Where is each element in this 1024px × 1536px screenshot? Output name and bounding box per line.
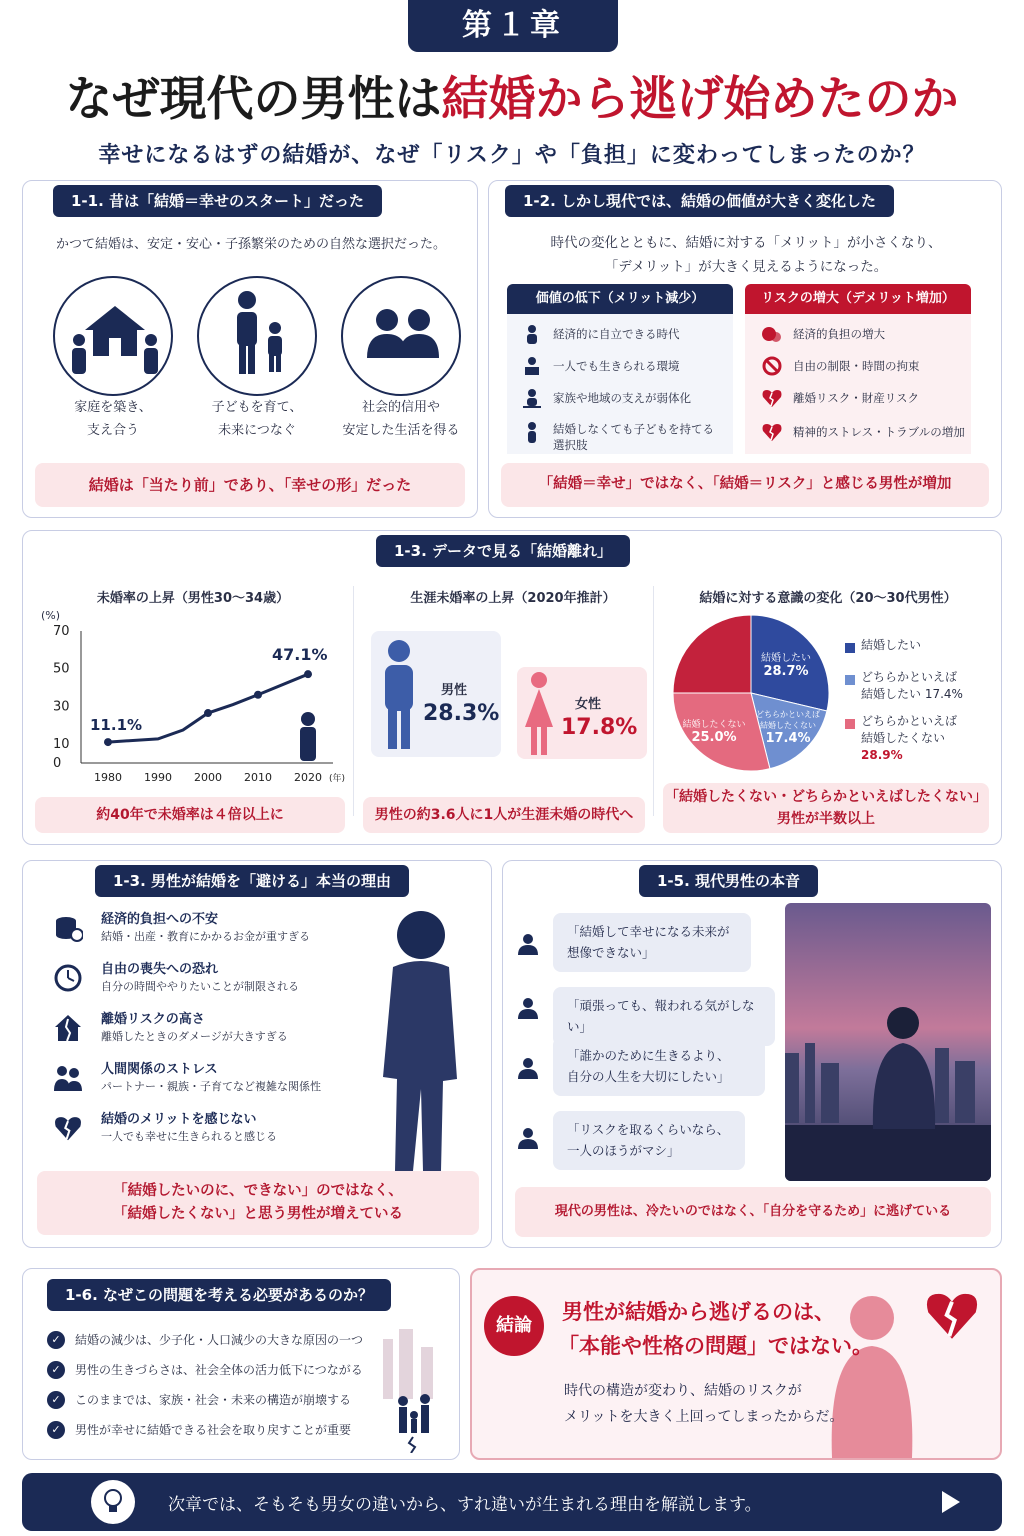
person-network-icon bbox=[521, 387, 543, 409]
lightbulb-icon bbox=[90, 1479, 136, 1525]
section-1-6 bbox=[22, 1268, 460, 1460]
reason-1 bbox=[101, 911, 310, 945]
female-label: 女性 bbox=[575, 697, 602, 712]
check-icon: ✓ bbox=[47, 1421, 65, 1439]
legend-2-text-a: どちらかといえば bbox=[861, 670, 958, 684]
male-figure-icon bbox=[379, 639, 419, 751]
caption-2 bbox=[182, 396, 332, 443]
last-value-label: 47.1% bbox=[272, 645, 328, 665]
data-point bbox=[254, 691, 262, 699]
quote-3-line1: 「誰かのために生きるより、 bbox=[567, 1048, 730, 1063]
chart3-title: 結婚に対する意識の変化（20〜30代男性） bbox=[699, 591, 957, 606]
pie-label-1-value: 28.7% bbox=[763, 664, 809, 679]
caption-3-line2: 安定した生活を得る bbox=[342, 423, 460, 439]
clock-icon bbox=[53, 963, 83, 993]
pie-label-1-text: 結婚したい bbox=[761, 653, 811, 664]
section-1-3-data bbox=[22, 530, 1002, 845]
quote-3-line2: 自分の人生を大切にしたい」 bbox=[567, 1069, 730, 1085]
section-1-1-note: 結婚は「当たり前」であり、「幸せの形」だった bbox=[35, 463, 465, 507]
broken-heart-icon bbox=[761, 421, 783, 443]
reason-2-title: 自由の喪失への恐れ bbox=[101, 962, 219, 977]
conclusion-panel bbox=[470, 1268, 1002, 1460]
man-avatar-icon bbox=[517, 1057, 539, 1079]
reason-4-desc: パートナー・親族・子育てなど複雑な関係性 bbox=[101, 1080, 321, 1094]
section-1-5-note: 現代の男性は、冷たいのではなく、「自分を守るため」に逃げている bbox=[515, 1187, 991, 1237]
x-tick-label: 2010 bbox=[244, 771, 272, 784]
reasons-note-line2: 「結婚したくない」と思う男性が増えている bbox=[113, 1206, 403, 1222]
person-laptop-icon bbox=[521, 355, 543, 377]
caption-3 bbox=[326, 396, 476, 443]
broken-heart-icon bbox=[920, 1286, 984, 1344]
section-1-1-heading: 1-1. 昔は「結婚＝幸せのスタート」だった bbox=[53, 185, 382, 217]
legend-3-text-b: 結婚したくない bbox=[861, 730, 946, 745]
parent-child-icon bbox=[197, 276, 317, 396]
x-tick-label: 1990 bbox=[144, 771, 172, 784]
section-1-2-heading: 1-2. しかし現代では、結婚の価値が大きく変化した bbox=[505, 185, 894, 217]
attitude-pie-chart bbox=[671, 613, 831, 773]
legend-3-value: 28.9% bbox=[861, 747, 903, 762]
reason-5 bbox=[101, 1111, 277, 1145]
broken-house-icon bbox=[53, 1013, 83, 1043]
section-1-1 bbox=[22, 180, 478, 518]
check-icon: ✓ bbox=[47, 1391, 65, 1409]
section-reasons bbox=[22, 860, 492, 1248]
quote-1-line1: 「結婚して幸せになる未来が bbox=[567, 924, 730, 939]
conclusion-line1: 男性が結婚から逃げるのは、 bbox=[562, 1299, 835, 1324]
chart3-note-line2: 男性が半数以上 bbox=[777, 811, 875, 827]
quote-1 bbox=[553, 913, 751, 972]
first-value-label: 11.1% bbox=[90, 716, 143, 735]
page-subtitle: 幸せになるはずの結婚が、なぜ「リスク」や「負担」に変わってしまったのか？ bbox=[98, 142, 926, 168]
reason-item-4: 男性が幸せに結婚できる社会を取り戻すことが重要 bbox=[75, 1423, 352, 1437]
caption-1-line1: 家庭を築き、 bbox=[74, 400, 152, 415]
pie-label-3-value: 25.0% bbox=[691, 730, 737, 745]
couple-icon bbox=[341, 276, 461, 396]
section-1-3-heading: 1-3. データで見る「結婚離れ」 bbox=[376, 535, 630, 567]
page-title bbox=[0, 62, 1024, 129]
next-chapter-banner[interactable] bbox=[22, 1473, 1002, 1531]
section-1-5 bbox=[502, 860, 1002, 1248]
chart1-title: 未婚率の上昇（男性30〜34歳） bbox=[96, 591, 290, 606]
risk-item-2: 自由の制限・時間の拘束 bbox=[793, 359, 920, 373]
x-tick-label: 1980 bbox=[94, 771, 122, 784]
male-label: 男性 bbox=[441, 683, 468, 698]
reason-item-3: このままでは、家族・社会・未来の構造が崩壊する bbox=[75, 1393, 352, 1407]
man-avatar-icon bbox=[517, 933, 539, 955]
caption-2-line2: 未来につなぐ bbox=[218, 423, 296, 439]
legend-2-text-b: 結婚したい 17.4% bbox=[861, 686, 963, 701]
chart1-unit: (%) bbox=[41, 609, 61, 622]
chart3-note bbox=[663, 783, 989, 833]
reason-3-title: 離婚リスクの高さ bbox=[101, 1012, 205, 1027]
risk-column-head: リスクの増大（デメリット増加） bbox=[745, 284, 971, 314]
reason-5-desc: 一人でも幸せに生きられると感じる bbox=[101, 1130, 277, 1144]
man-figure-icon bbox=[300, 712, 316, 761]
reason-item-1: 結婚の減少は、少子化・人口減少の大きな原因の一つ bbox=[75, 1333, 364, 1347]
section-1-1-intro: かつて結婚は、安定・安心・子孫繁栄のための自然な選択だった。 bbox=[55, 237, 446, 252]
reason-2-desc: 自分の時間ややりたいことが制限される bbox=[101, 980, 299, 994]
caption-2-line1: 子どもを育て、 bbox=[211, 400, 303, 415]
merit-item-1: 経済的に自立できる時代 bbox=[553, 327, 680, 341]
legend-swatch-3 bbox=[845, 719, 855, 729]
family-silhouette-illustration bbox=[373, 1329, 453, 1453]
data-point bbox=[104, 738, 112, 746]
legend-3 bbox=[861, 713, 957, 763]
conclusion-line2: 「本能や性格の問題」ではない。 bbox=[558, 1333, 873, 1358]
merit-item-4-line1: 結婚しなくても子どもを持てる bbox=[553, 422, 714, 436]
female-value: 17.8% bbox=[561, 715, 638, 740]
reason-1-title: 経済的負担への不安 bbox=[101, 912, 219, 927]
reason-item-2: 男性の生きづらさは、社会全体の活力低下につながる bbox=[75, 1363, 363, 1377]
reason-4-title: 人間関係のストレス bbox=[101, 1062, 218, 1077]
reason-1-desc: 結婚・出産・教育にかかるお金が重すぎる bbox=[101, 930, 310, 944]
reason-5-title: 結婚のメリットを感じない bbox=[101, 1112, 257, 1127]
broken-heart-icon bbox=[761, 387, 783, 409]
y-tick-label: 30 bbox=[53, 699, 70, 715]
section-1-2-note: 「結婚＝幸せ」ではなく、「結婚＝リスク」と感じる男性が増加 bbox=[501, 463, 989, 507]
y-tick-label: 50 bbox=[53, 661, 70, 677]
x-tick-label: 2020 bbox=[294, 771, 322, 784]
reasons-note-line1: 「結婚したいのに、できない」のではなく、 bbox=[113, 1182, 403, 1199]
coins-icon bbox=[53, 913, 83, 943]
person-coin-icon bbox=[521, 323, 543, 345]
reason-4 bbox=[101, 1061, 321, 1095]
people-stress-icon bbox=[53, 1063, 83, 1093]
divider bbox=[353, 586, 354, 816]
pie-label-3-text: 結婚したくない bbox=[682, 720, 746, 730]
divider bbox=[653, 586, 654, 816]
x-tick-label: 2000 bbox=[194, 771, 222, 784]
chart2-title: 生涯未婚率の上昇（2020年推計） bbox=[410, 591, 616, 606]
next-chapter-text: 次章では、そもそも男女の違いから、すれ違いが生まれる理由を解説します。 bbox=[168, 1495, 762, 1515]
legend-1-text: 結婚したい bbox=[861, 638, 922, 652]
pie-label-2-text-b: 結婚したくない bbox=[760, 721, 816, 730]
reason-2 bbox=[101, 961, 299, 995]
legend-swatch-2 bbox=[845, 675, 855, 685]
city-sunset-image bbox=[785, 903, 991, 1181]
caption-3-line1: 社会的信用や bbox=[361, 400, 440, 415]
man-avatar-icon bbox=[517, 997, 539, 1019]
pie-label-1 bbox=[753, 649, 819, 679]
person-icon bbox=[521, 421, 543, 443]
merit-item-2: 一人でも生きられる環境 bbox=[553, 359, 680, 373]
man-avatar-icon bbox=[517, 1127, 539, 1149]
data-point bbox=[304, 670, 312, 678]
legend-swatch-1 bbox=[845, 643, 855, 653]
hoodie-man-silhouette bbox=[353, 899, 483, 1171]
female-figure-icon bbox=[521, 671, 557, 757]
section-reasons-note bbox=[37, 1171, 479, 1235]
legend-3-text-a: どちらかといえば bbox=[861, 714, 958, 728]
section-reasons-heading: 1-3. 男性が結婚を「避ける」本当の理由 bbox=[95, 865, 409, 897]
merit-item-4 bbox=[553, 421, 714, 453]
quote-4-line1: 「リスクを取るくらいなら、 bbox=[567, 1122, 730, 1137]
y-tick-label: 10 bbox=[53, 737, 70, 753]
y-tick-label: 70 bbox=[53, 624, 70, 639]
y-tick-label: 0 bbox=[53, 756, 62, 771]
pie-label-3 bbox=[679, 717, 749, 745]
caption-1 bbox=[38, 396, 188, 443]
play-arrow-icon[interactable] bbox=[942, 1491, 960, 1513]
conclusion-line3: 時代の構造が変わり、結婚のリスクが bbox=[564, 1383, 802, 1399]
risk-item-1: 経済的負担の増大 bbox=[793, 327, 885, 341]
pie-label-2-value: 17.4% bbox=[765, 731, 811, 746]
chart2-note: 男性の約3.6人に1人が生涯未婚の時代へ bbox=[363, 797, 645, 833]
legend-2 bbox=[861, 669, 963, 703]
legend-1 bbox=[861, 637, 921, 654]
check-icon: ✓ bbox=[47, 1361, 65, 1379]
caption-1-line2: 支え合う bbox=[86, 423, 139, 439]
pie-label-2 bbox=[751, 709, 825, 746]
marriage-rate-line-chart bbox=[33, 623, 353, 793]
x-unit-label: (年) bbox=[329, 774, 346, 784]
merit-item-3: 家族や地域の支えが弱体化 bbox=[553, 391, 691, 405]
conclusion-line4: メリットを大きく上回ってしまったからだ。 bbox=[564, 1409, 844, 1425]
title-part-b: 結婚から逃げ始めたのか bbox=[441, 72, 959, 127]
quote-3 bbox=[553, 1037, 765, 1096]
male-value: 28.3% bbox=[423, 701, 500, 726]
conclusion-badge: 結論 bbox=[484, 1296, 544, 1356]
quote-4 bbox=[553, 1111, 745, 1170]
chart3-note-line1: 「結婚したくない・どちらかといえばしたくない」 bbox=[665, 788, 987, 805]
family-house-icon bbox=[53, 276, 173, 396]
section-1-6-heading: 1-6. なぜこの問題を考える必要があるのか？ bbox=[47, 1279, 391, 1311]
restricted-time-icon bbox=[761, 355, 783, 377]
money-burden-icon bbox=[761, 323, 783, 345]
risk-item-4: 精神的ストレス・トラブルの増加 bbox=[793, 425, 965, 439]
merit-column-head: 価値の低下（メリット減少） bbox=[507, 284, 733, 314]
risk-item-3: 離婚リスク・財産リスク bbox=[793, 391, 920, 405]
check-icon: ✓ bbox=[47, 1331, 65, 1349]
pie-slice bbox=[673, 615, 751, 693]
reason-3 bbox=[101, 1011, 288, 1045]
data-point bbox=[204, 709, 212, 717]
section-1-2-intro-1: 時代の変化とともに、結婚に対する「メリット」が小さくなり、 bbox=[550, 235, 942, 251]
quote-2-line1: 「頑張っても、報われる気がしない」 bbox=[567, 998, 755, 1035]
quote-1-line2: 想像できない」 bbox=[567, 945, 655, 961]
pie-label-2-text-a: どちらかといえば bbox=[756, 710, 820, 719]
quote-4-line2: 一人のほうがマシ」 bbox=[567, 1143, 680, 1159]
section-1-5-heading: 1-5. 現代男性の本音 bbox=[639, 865, 818, 897]
section-1-2-intro-2: 「デメリット」が大きく見えるようになった。 bbox=[604, 259, 888, 275]
broken-heart-icon bbox=[53, 1113, 83, 1143]
title-part-a: なぜ現代の男性は bbox=[65, 72, 442, 127]
reason-3-desc: 離婚したときのダメージが大きすぎる bbox=[101, 1030, 288, 1044]
section-1-2 bbox=[488, 180, 1002, 518]
chart1-note: 約40年で未婚率は４倍以上に bbox=[35, 797, 345, 833]
merit-item-4-line2: 選択肢 bbox=[553, 438, 588, 453]
chapter-badge: 第１章 bbox=[408, 0, 618, 52]
